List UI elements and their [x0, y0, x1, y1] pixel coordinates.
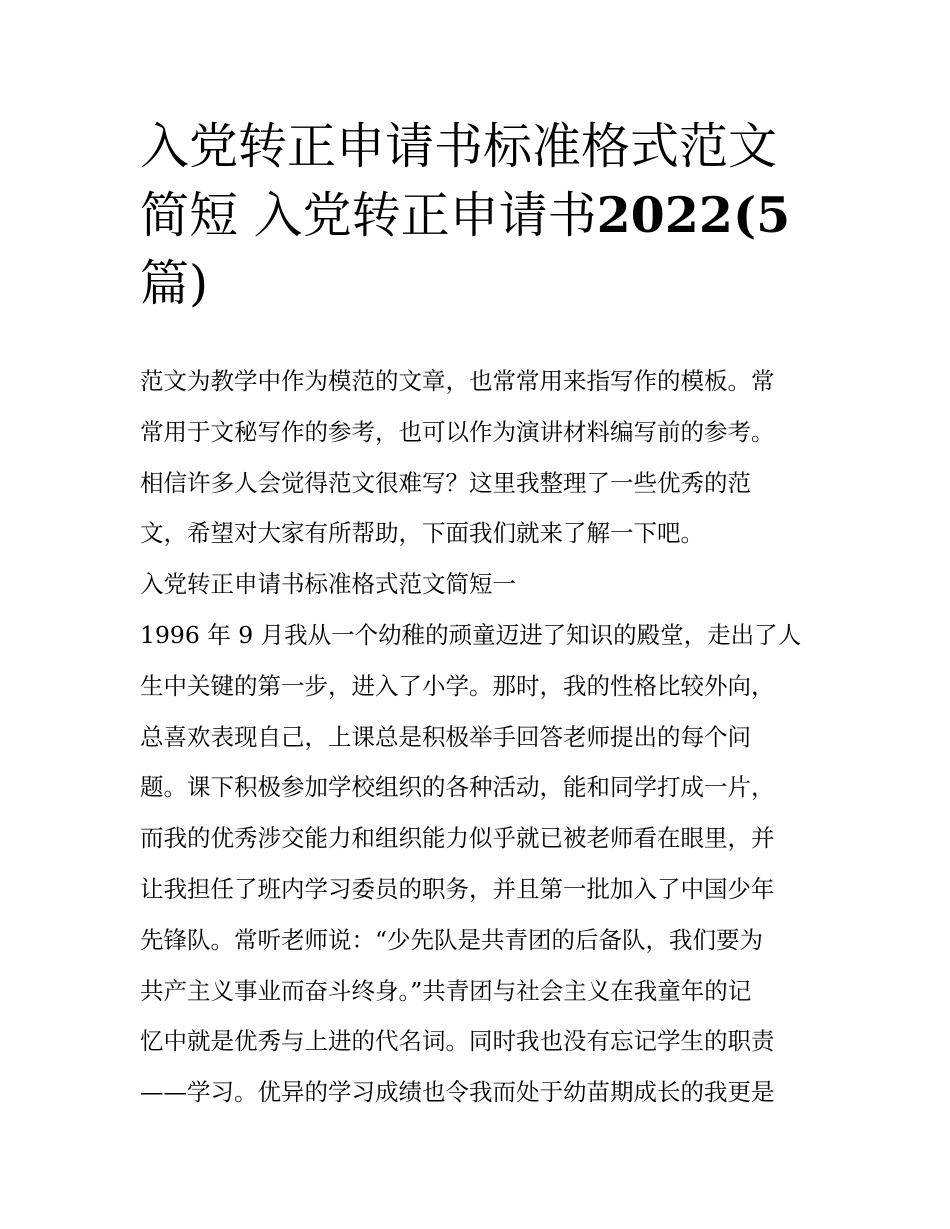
body-line: 文，希望对大家有所帮助，下面我们就来了解一下吧。	[140, 519, 704, 548]
body-line: 先锋队。常听老师说：“少先队是共青团的后备队，我们要为	[140, 925, 764, 954]
body-line: 题。课下积极参加学校组织的各种活动，能和同学打成一片，	[140, 773, 775, 802]
body-line: 相信许多人会觉得范文很难写？这里我整理了一些优秀的范	[140, 468, 751, 497]
body-line: 1996 年 9 月我从一个幼稚的顽童迈进了知识的殿堂，走出了人	[140, 620, 802, 649]
section-heading: 入党转正申请书标准格式范文简短一	[140, 570, 516, 599]
body-line: 生中关键的第一步，进入了小学。那时，我的性格比较外向，	[140, 671, 775, 700]
body-line: 让我担任了班内学习委员的职务，并且第一批加入了中国少年	[140, 874, 775, 903]
body-line: 总喜欢表现自己，上课总是积极举手回答老师提出的每个问	[140, 722, 751, 751]
document-body	[140, 356, 820, 1118]
document-title	[140, 113, 820, 318]
body-line: 共产主义事业而奋斗终身。”共青团与社会主义在我童年的记	[140, 976, 752, 1005]
body-line: 忆中就是优秀与上进的代名词。同时我也没有忘记学生的职责	[140, 1027, 775, 1056]
body-line: ——学习。优异的学习成绩也令我而处于幼苗期成长的我更是	[140, 1078, 775, 1107]
body-line: 而我的优秀涉交能力和组织能力似乎就已被老师看在眼里，并	[140, 824, 775, 853]
title-line-2: 简短 入党转正申请书	[140, 187, 597, 244]
title-year-count: 2022(5	[596, 186, 791, 244]
body-line: 常用于文秘写作的参考，也可以作为演讲材料编写前的参考。	[140, 417, 775, 446]
body-line: 范文为教学中作为模范的文章，也常常用来指写作的模板。常	[140, 367, 775, 395]
title-line-1: 入党转正申请书标准格式范文	[140, 118, 778, 175]
title-line-3: 篇)	[140, 255, 209, 312]
